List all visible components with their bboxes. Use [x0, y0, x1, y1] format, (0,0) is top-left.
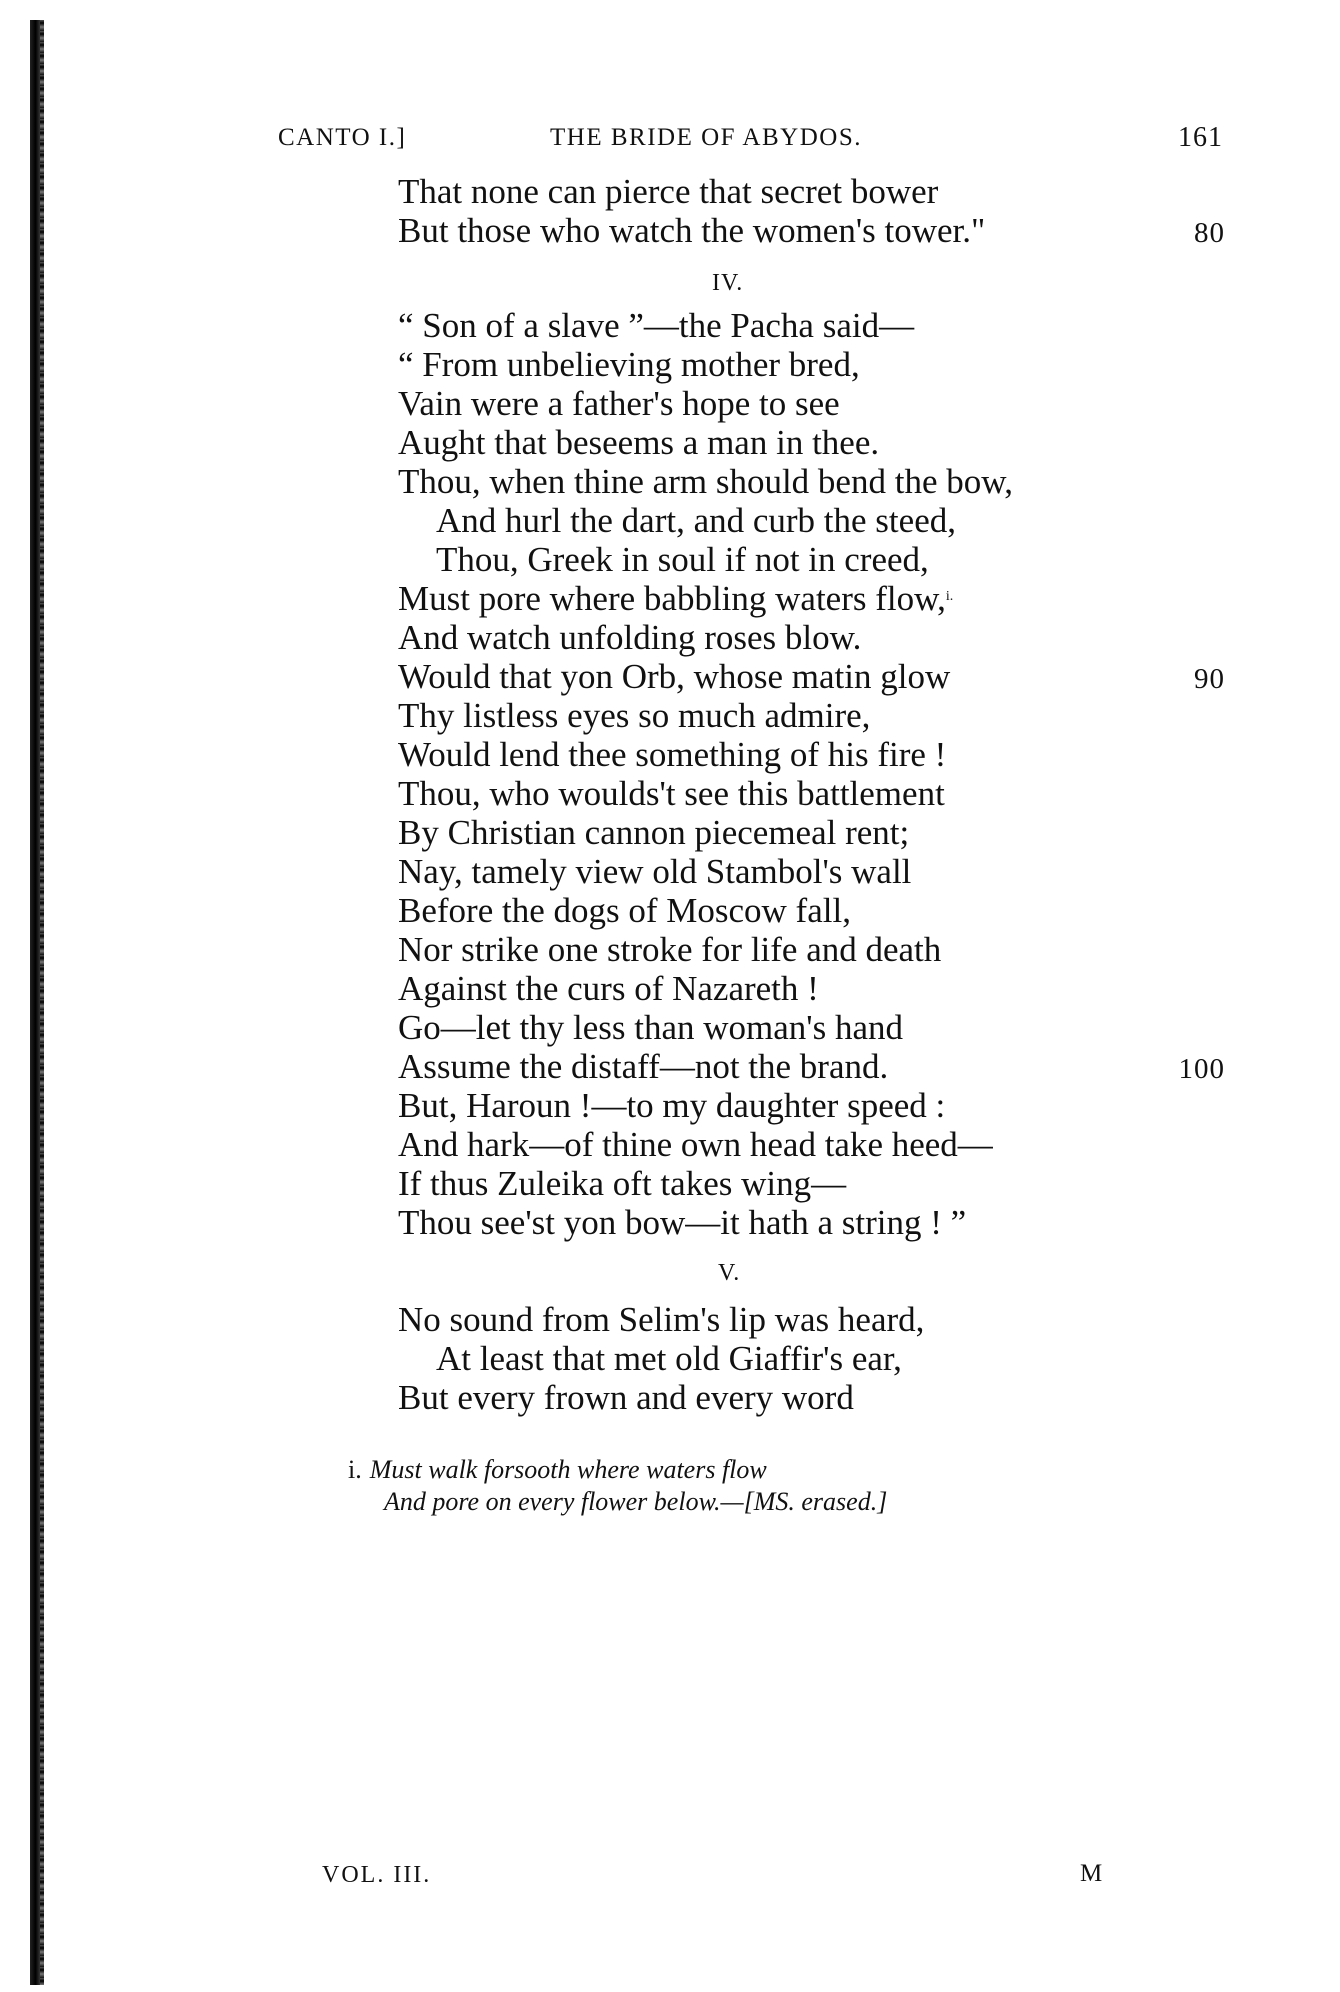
verse-line: But every frown and every word [398, 1378, 854, 1417]
section-number-iv: IV. [712, 270, 744, 296]
verse-line: Aught that beseems a man in thee. [398, 423, 880, 462]
verse-line: Thou, who woulds't see this battlement [398, 774, 945, 813]
verse-line: And hark—of thine own head take heed— [398, 1125, 993, 1164]
verse-line: Thou see'st yon bow—it hath a string ! ” [398, 1203, 967, 1242]
footnote-source: —[MS. erased.] [720, 1487, 888, 1516]
verse-line: Nay, tamely view old Stambol's wall [398, 852, 912, 891]
verse-line: Before the dogs of Moscow fall, [398, 891, 851, 930]
book-title: THE BRIDE OF ABYDOS. [550, 124, 862, 151]
verse-line: But those who watch the women's tower." [398, 211, 986, 250]
line-number: 100 [1178, 1053, 1225, 1085]
verse-line: But, Haroun !—to my daughter speed : [398, 1086, 946, 1125]
verse-line: “ From unbelieving mother bred, [398, 345, 860, 384]
verse-line: Against the curs of Nazareth ! [398, 969, 819, 1008]
footnote-text: And pore on every flower below. [384, 1487, 721, 1516]
verse-line: Go—let thy less than woman's hand [398, 1008, 903, 1047]
verse-line: “ Son of a slave ”—the Pacha said— [398, 306, 915, 345]
verse-line: By Christian cannon piecemeal rent; [398, 813, 910, 852]
verse-line: Assume the distaff—not the brand. [398, 1047, 889, 1086]
page-number: 161 [1178, 122, 1223, 153]
verse-line-with-note [398, 579, 953, 619]
verse-line: Would lend thee something of his fire ! [398, 735, 947, 774]
verse-line: If thus Zuleika oft takes wing— [398, 1164, 847, 1203]
line-number: 90 [1194, 663, 1225, 695]
canto-label: CANTO I.] [278, 124, 407, 151]
verse-line: Thy listless eyes so much admire, [398, 696, 871, 735]
verse-line: Vain were a father's hope to see [398, 384, 840, 423]
footnote-line [348, 1455, 767, 1485]
verse-text: Must pore where babbling waters flow, [398, 579, 946, 618]
verse-line: Would that yon Orb, whose matin glow [398, 657, 951, 696]
verse-line: And watch unfolding roses blow. [398, 618, 862, 657]
verse-line: No sound from Selim's lip was heard, [398, 1300, 925, 1339]
book-binding-edge [30, 20, 44, 1985]
verse-line: At least that met old Giaffir's ear, [436, 1339, 902, 1378]
verse-line: Thou, Greek in soul if not in creed, [436, 540, 929, 579]
section-number-v: V. [718, 1260, 741, 1286]
running-head [278, 124, 1223, 164]
volume-signature: VOL. III. [322, 1862, 432, 1888]
footnote-mark: i. [348, 1455, 362, 1484]
verse-line: Thou, when thine arm should bend the bow, [398, 462, 1013, 501]
verse-line: And hurl the dart, and curb the steed, [436, 501, 956, 540]
footnote-reference: i. [945, 589, 954, 604]
line-number: 80 [1194, 217, 1225, 249]
footnote-text: Must walk forsooth where waters flow [369, 1455, 767, 1484]
sheet-signature-letter: M [1080, 1860, 1103, 1887]
footnote-line [384, 1487, 887, 1517]
verse-line: Nor strike one stroke for life and death [398, 930, 942, 969]
verse-line: That none can pierce that secret bower [398, 172, 939, 211]
